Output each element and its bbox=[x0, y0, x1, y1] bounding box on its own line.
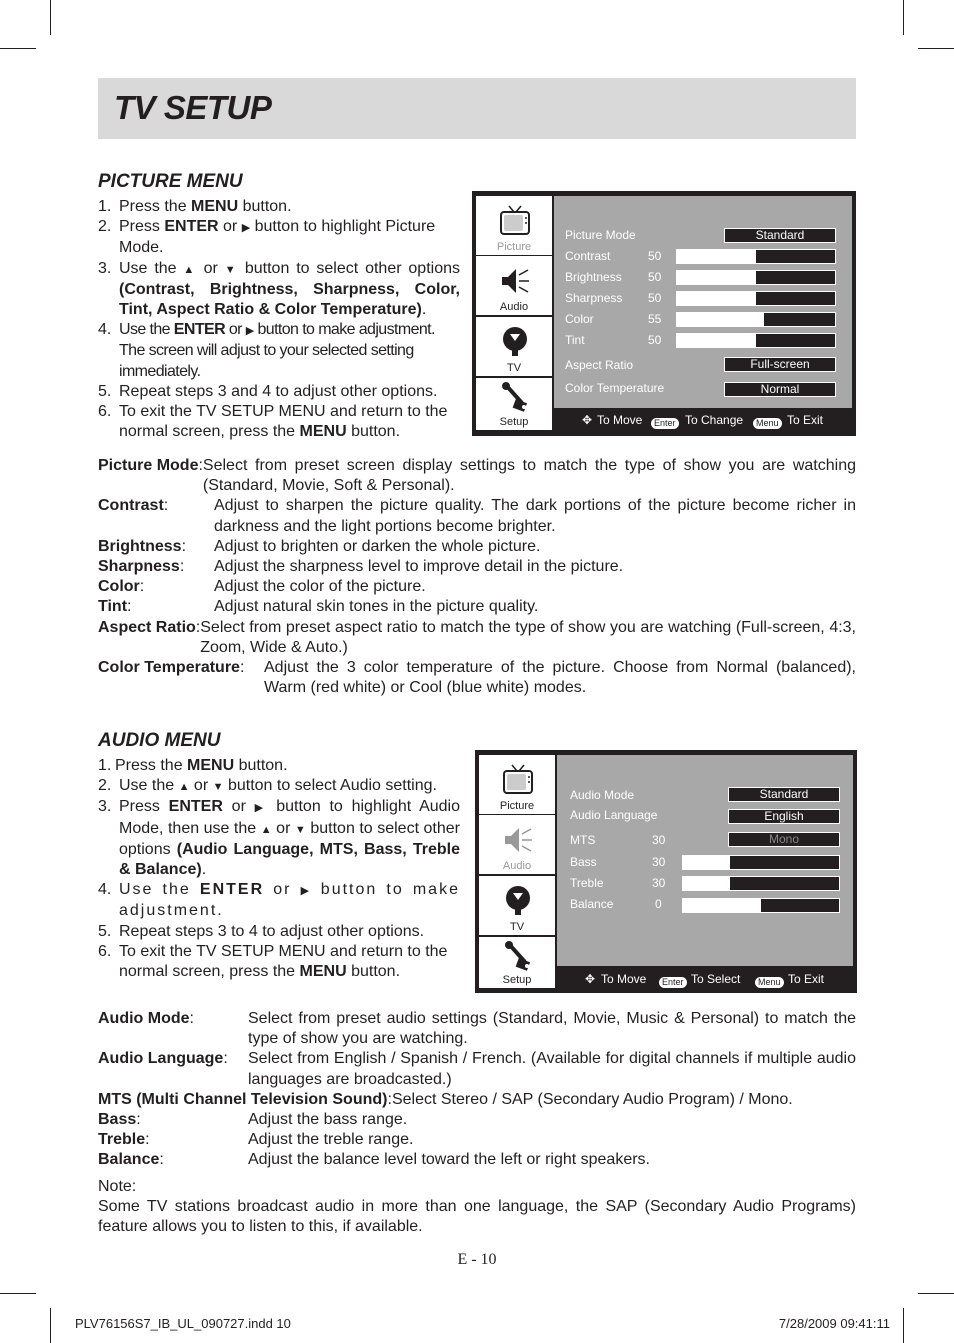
picture-hint-bar: ✥ To Move Enter To Change Menu To Exit bbox=[582, 413, 824, 428]
picture-menu-screen bbox=[472, 191, 856, 436]
tab-tv[interactable]: TV bbox=[476, 317, 552, 376]
slider-value: 50 bbox=[648, 291, 662, 305]
crop-mark bbox=[918, 48, 954, 49]
slider-value: 50 bbox=[648, 270, 662, 284]
treble-slider[interactable] bbox=[682, 876, 840, 891]
picture-menu-heading: PICTURE MENU bbox=[98, 171, 243, 192]
step-item: 4. Use the ENTER or ▶ button to make adjustment. The screen will adjust to your selected setting immediately. bbox=[98, 321, 435, 380]
tv-icon bbox=[500, 204, 530, 238]
enter-key-pill: Enter bbox=[659, 977, 687, 988]
step-item: 4. Use the ENTER or ▶ button to make adjustment. bbox=[98, 881, 460, 920]
slider-label: Tint bbox=[565, 333, 585, 347]
slider-value: 55 bbox=[648, 312, 662, 326]
audio-hint-bar: ✥ To Move Enter To Select Menu To Exit bbox=[585, 972, 825, 987]
down-arrow-icon: ▼ bbox=[294, 823, 306, 836]
audio-mode-label: Audio Mode bbox=[570, 788, 635, 802]
up-arrow-icon: ▲ bbox=[178, 781, 190, 794]
note bbox=[98, 1177, 856, 1238]
tab-picture[interactable]: Picture bbox=[476, 196, 552, 255]
slider-bar[interactable] bbox=[676, 291, 836, 306]
menu-key-pill: Menu bbox=[755, 977, 784, 988]
tv-icon bbox=[503, 763, 533, 797]
definition-row: Contrast: Adjust to sharpen the picture quality. The dark portions of the picture become richer in darkness and the light portions become brighter. bbox=[98, 497, 856, 535]
down-arrow-icon: ▼ bbox=[212, 781, 224, 794]
crop-mark bbox=[918, 1293, 954, 1294]
slider-bar[interactable] bbox=[676, 249, 836, 264]
definition-row: Color: Adjust the color of the picture. bbox=[98, 578, 426, 596]
picture-settings-panel bbox=[554, 196, 852, 408]
aspect-ratio-label: Aspect Ratio bbox=[565, 358, 634, 372]
picture-definitions bbox=[98, 456, 856, 698]
audio-mode-select[interactable]: Standard bbox=[728, 787, 840, 802]
crop-mark bbox=[50, 1308, 51, 1343]
page-number: E - 10 bbox=[457, 1251, 497, 1268]
satellite-dish-icon bbox=[503, 884, 533, 918]
audio-definitions bbox=[98, 1009, 856, 1171]
definition-row: Audio Language: Select from English / Spanish / French. (Available for digital channels if multiple audio languages are broadcasted.) bbox=[98, 1050, 856, 1088]
slider-bar[interactable] bbox=[676, 333, 836, 348]
treble-value: 30 bbox=[652, 876, 666, 890]
color-temperature-label: Color Temperature bbox=[565, 381, 665, 395]
tab-setup[interactable]: Setup bbox=[476, 378, 552, 430]
definition-row: MTS (Multi Channel Television Sound): Select Stereo / SAP (Secondary Audio Program) / Mono. bbox=[98, 1090, 793, 1108]
step-item: 5. Repeat steps 3 to 4 to adjust other options. bbox=[98, 922, 425, 940]
slider-label: Brightness bbox=[565, 270, 622, 284]
note-text: Some TV stations broadcast audio in more than one language, the SAP (Secondary Audio Programs) feature allows you to listen to this, if available. bbox=[98, 1198, 856, 1236]
step-item: 3. Press ENTER or ▶ button to highlight Audio Mode, then use the ▲ or ▼ button to select other options (Audio Language, MTS, Bass, Treble & Balance). bbox=[98, 798, 461, 879]
color-temperature-select[interactable]: Normal bbox=[724, 382, 836, 397]
slider-bar[interactable] bbox=[676, 312, 836, 327]
definition-row: Sharpness: Adjust the sharpness level to improve detail in the picture. bbox=[98, 558, 624, 576]
enter-key-pill: Enter bbox=[651, 418, 679, 429]
definition-row: Picture Mode: Select from preset screen display settings to match the type of show you are watching (Standard, Movie, Soft & Personal). bbox=[98, 457, 856, 495]
page-title: TV SETUP bbox=[114, 89, 272, 126]
bass-value: 30 bbox=[652, 855, 666, 869]
right-arrow-icon: ▶ bbox=[300, 885, 312, 898]
treble-label: Treble bbox=[570, 876, 604, 890]
step-item: 5. Repeat steps 3 and 4 to adjust other options. bbox=[98, 382, 438, 400]
right-arrow-icon: ▶ bbox=[245, 325, 254, 338]
definition-row: Brightness: Adjust to brighten or darken the whole picture. bbox=[98, 537, 541, 555]
slider-value: 50 bbox=[648, 333, 662, 347]
right-arrow-icon: ▶ bbox=[241, 222, 251, 235]
crop-mark bbox=[903, 1308, 904, 1343]
tab-audio[interactable]: Audio bbox=[479, 815, 555, 874]
audio-language-select[interactable]: English bbox=[728, 809, 840, 824]
slider-label: Contrast bbox=[565, 249, 611, 263]
crop-mark bbox=[903, 0, 904, 35]
move-icon: ✥ bbox=[585, 972, 596, 986]
definition-row: Bass: Adjust the bass range. bbox=[98, 1111, 408, 1129]
slider-value: 50 bbox=[648, 249, 662, 263]
move-icon: ✥ bbox=[582, 413, 593, 427]
footer-timestamp: 7/28/2009 09:41:11 bbox=[778, 1316, 890, 1331]
title-bar bbox=[98, 78, 856, 139]
slider-bar[interactable] bbox=[676, 270, 836, 285]
mts-select[interactable]: Mono bbox=[728, 832, 840, 847]
step-item: 1. Press the MENU button. bbox=[98, 757, 288, 774]
note-label: Note: bbox=[98, 1178, 137, 1195]
up-arrow-icon: ▲ bbox=[260, 823, 272, 836]
bass-slider[interactable] bbox=[682, 855, 840, 870]
audio-settings-panel bbox=[557, 755, 853, 966]
down-arrow-icon: ▼ bbox=[224, 263, 238, 276]
picture-mode-label: Picture Mode bbox=[565, 228, 636, 242]
menu-key-pill: Menu bbox=[753, 418, 782, 429]
step-item: 2. Use the ▲ or ▼ button to select Audio setting. bbox=[98, 777, 437, 795]
up-arrow-icon: ▲ bbox=[183, 263, 197, 276]
audio-menu-screen bbox=[475, 750, 857, 993]
picture-mode-select[interactable]: Standard bbox=[724, 228, 836, 243]
mts-value: 30 bbox=[652, 833, 666, 847]
step-item: 2. Press ENTER or ▶ button to highlight Picture Mode. bbox=[98, 218, 436, 257]
audio-steps bbox=[98, 756, 460, 982]
audio-menu-heading: AUDIO MENU bbox=[98, 730, 221, 751]
footer-filename: PLV76156S7_IB_UL_090727.indd 10 bbox=[75, 1316, 291, 1331]
audio-language-label: Audio Language bbox=[570, 808, 658, 822]
step-item: 1. Press the MENU button. bbox=[98, 198, 292, 215]
tab-audio[interactable]: Audio bbox=[476, 256, 552, 315]
definition-row: Color Temperature: Adjust the 3 color temperature of the picture. Choose from Normal (balanced), Warm (red white) or Cool (blue white) modes. bbox=[98, 659, 856, 697]
balance-label: Balance bbox=[570, 897, 614, 911]
bass-label: Bass bbox=[570, 855, 597, 869]
step-item: 6. To exit the TV SETUP MENU and return to the normal screen, press the MENU button. bbox=[98, 403, 448, 441]
slider-label: Sharpness bbox=[565, 291, 623, 305]
tab-tv[interactable]: TV bbox=[479, 876, 555, 935]
speaker-icon bbox=[500, 264, 530, 298]
balance-slider[interactable] bbox=[682, 898, 840, 913]
tab-setup[interactable]: Setup bbox=[479, 937, 555, 988]
mts-label: MTS bbox=[570, 833, 596, 847]
balance-value: 0 bbox=[655, 897, 662, 911]
satellite-dish-icon bbox=[500, 325, 530, 359]
picture-steps bbox=[98, 197, 460, 442]
speaker-icon bbox=[503, 823, 533, 857]
step-item: 3. Use the ▲ or ▼ button to select other options (Contrast, Brightness, Sharpness, Color, Tint, Aspect Ratio & Color Temperature). bbox=[98, 259, 460, 319]
slider-label: Color bbox=[565, 312, 594, 326]
definition-row: Treble: Adjust the treble range. bbox=[98, 1131, 414, 1149]
aspect-ratio-select[interactable]: Full-screen bbox=[724, 357, 836, 372]
crop-mark bbox=[0, 1293, 36, 1294]
crop-mark bbox=[0, 48, 36, 49]
definition-row: Aspect Ratio: Select from preset aspect ratio to match the type of show you are watching (Full-screen, 4:3, Zoom, Wide & Auto.) bbox=[98, 618, 856, 656]
step-item: 6. To exit the TV SETUP MENU and return to the normal screen, press the MENU button. bbox=[98, 942, 448, 981]
crop-mark bbox=[50, 0, 51, 35]
tab-picture[interactable]: Picture bbox=[479, 755, 555, 814]
definition-row: Audio Mode: Select from preset audio settings (Standard, Movie, Music & Personal) to match the type of show you are watching. bbox=[98, 1010, 856, 1048]
right-arrow-icon: ▶ bbox=[254, 802, 268, 815]
definition-row: Tint: Adjust natural skin tones in the picture quality. bbox=[98, 598, 539, 616]
definition-row: Balance: Adjust the balance level toward the left or right speakers. bbox=[98, 1151, 650, 1169]
